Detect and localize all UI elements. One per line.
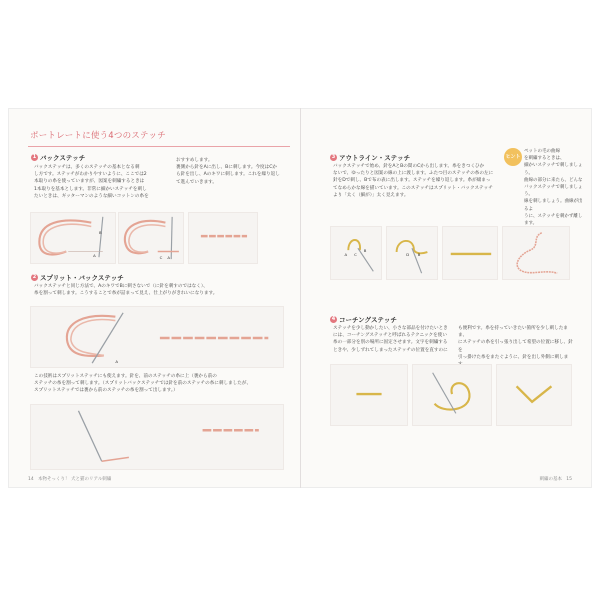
- footer-right: [539, 476, 572, 482]
- stitch2-title: スプリット・バックステッチ: [40, 274, 124, 282]
- book-title: 本物そっくり！ 犬と猫のリアル刺繍: [38, 477, 112, 482]
- hint-badge: ヒント: [504, 148, 522, 166]
- stitch2-text-b: この技術はスプリットステッチにも使えます。針を、前のステッチの糸に上（裏から前の ステッチの糸を割って刺します。（スプリットバックステッチでは針を前のステッチの糸に刺しましたが、 スプリットステッチでは裏から前のステッチの糸を割って出します。）: [34, 374, 252, 394]
- label-c: C: [159, 255, 163, 261]
- stitch1-text-left: バックステッチは、多くのステッチの基本となる刺 し方です。ステッチがわかりやすいように、ここでは2 本取りの糸を使っていますが、図案を刺繍するときは 1本取りを基本とします。非常に細かいステッチを刺し たいときは、ギッターマンのような細いコットンの糸を: [34, 165, 149, 199]
- label-d: D: [406, 251, 410, 257]
- stitch4-photo-3: [496, 364, 572, 426]
- stitch3-photo-4: [502, 226, 570, 280]
- page-gutter: [300, 108, 301, 488]
- stitch4-photo-1: [330, 364, 408, 426]
- stitch3-heading: [330, 153, 410, 162]
- stitch1-photo-2: [118, 212, 184, 264]
- label-b2: B: [363, 248, 367, 254]
- stitch2-text-a: バックステッチと同じ方法で、AのキワでBに刺さないで（に針を刺すのではなく）、 糸を割って刺します。こうすることで糸が詰まって見え、仕上がりがきれいになります。: [34, 284, 218, 297]
- section-title: ポートレートに使う4つのステッチ: [30, 131, 166, 141]
- hint-text: ペットの毛の曲線 を刺繍するときは、 細かいステッチで刺しましょう。 曲線の部分に来たら、どんな バックステッチで刺しましょう。 線を刺しましょう。曲線が出るよ うに、ステッチを刺かず離します。: [524, 149, 583, 227]
- stitch4-number: 4: [331, 316, 336, 322]
- stitch3-photo-2: [386, 226, 438, 280]
- stitch3-number: 3: [331, 154, 336, 160]
- stitch1-number: 1: [32, 154, 37, 160]
- stitch3-title: アウトライン・ステッチ: [339, 154, 411, 162]
- stitch2-heading: [31, 273, 124, 282]
- label-b: B: [98, 230, 102, 236]
- label-b3: B: [417, 251, 421, 257]
- stitch3-text: バックステッチで始め、針をAとBの間のCから出します。糸をきつくひか ないで、ゆったりと図案の線の上に渡します。ふたつ目のステッチの糸の左に 針をDで刺し、Bで布の表に出します。ステッチを繰り返します。糸が綴まっ てなめらかな線を描いています。このステッチはスプリット・バックステッチ より「太く（細が）」太く見えます。: [333, 164, 494, 198]
- stitch1-photo-3: [188, 212, 258, 264]
- section-rule: [28, 146, 290, 147]
- stitch4-text-left: ステッチを少し動かしたい、小さな部品を付けたいとき には、コーチングステッチと呼ばれるテクニックを使い 糸の一部分を別の場所に固定させます。文字を刺繍する ときや、少しずれてしまったステッチの位置を直すのに: [333, 326, 448, 353]
- label-a: A: [93, 253, 96, 259]
- label-a2: A: [167, 255, 170, 261]
- label-a3: A: [115, 359, 119, 365]
- label-a4: A: [344, 251, 348, 257]
- stitch3-photo-3: [442, 226, 498, 280]
- page-number-left: 14: [28, 477, 34, 482]
- stitch4-text-right: も便利です。糸を持っていきたい箇所を少し刺したまま、 にステッチの糸を引っ張り出して希望の位置に移し、針を 引っ掛けた糸をまたぐように、針を出し外側に刺しま: [458, 326, 573, 360]
- footer-left: [28, 476, 111, 482]
- stitch3-photo-1: [330, 226, 382, 280]
- stitch4-photo-2: [412, 364, 492, 426]
- stitch2-photo-1: [30, 306, 284, 368]
- stitch2-photo-2: [30, 404, 284, 470]
- stitch4-title: コーチングステッチ: [339, 316, 397, 324]
- stitch1-photo-1: [30, 212, 116, 264]
- stitch2-number: 2: [32, 274, 37, 280]
- stitch1-title: バックステッチ: [40, 154, 86, 162]
- stitch4-heading: [330, 315, 397, 324]
- stitch1-heading: [31, 153, 85, 162]
- page-number-right: 15: [566, 477, 572, 482]
- stitch1-text-right: おすすめします。 裏側から針をAに出し、Bに刺します。今度はCか ら針を出し、Aのキワに刺します。これを繰り返し て進んでいきます。: [176, 158, 280, 185]
- label-c2: C: [354, 251, 357, 257]
- chapter-title: 刺繍の基本: [539, 477, 562, 482]
